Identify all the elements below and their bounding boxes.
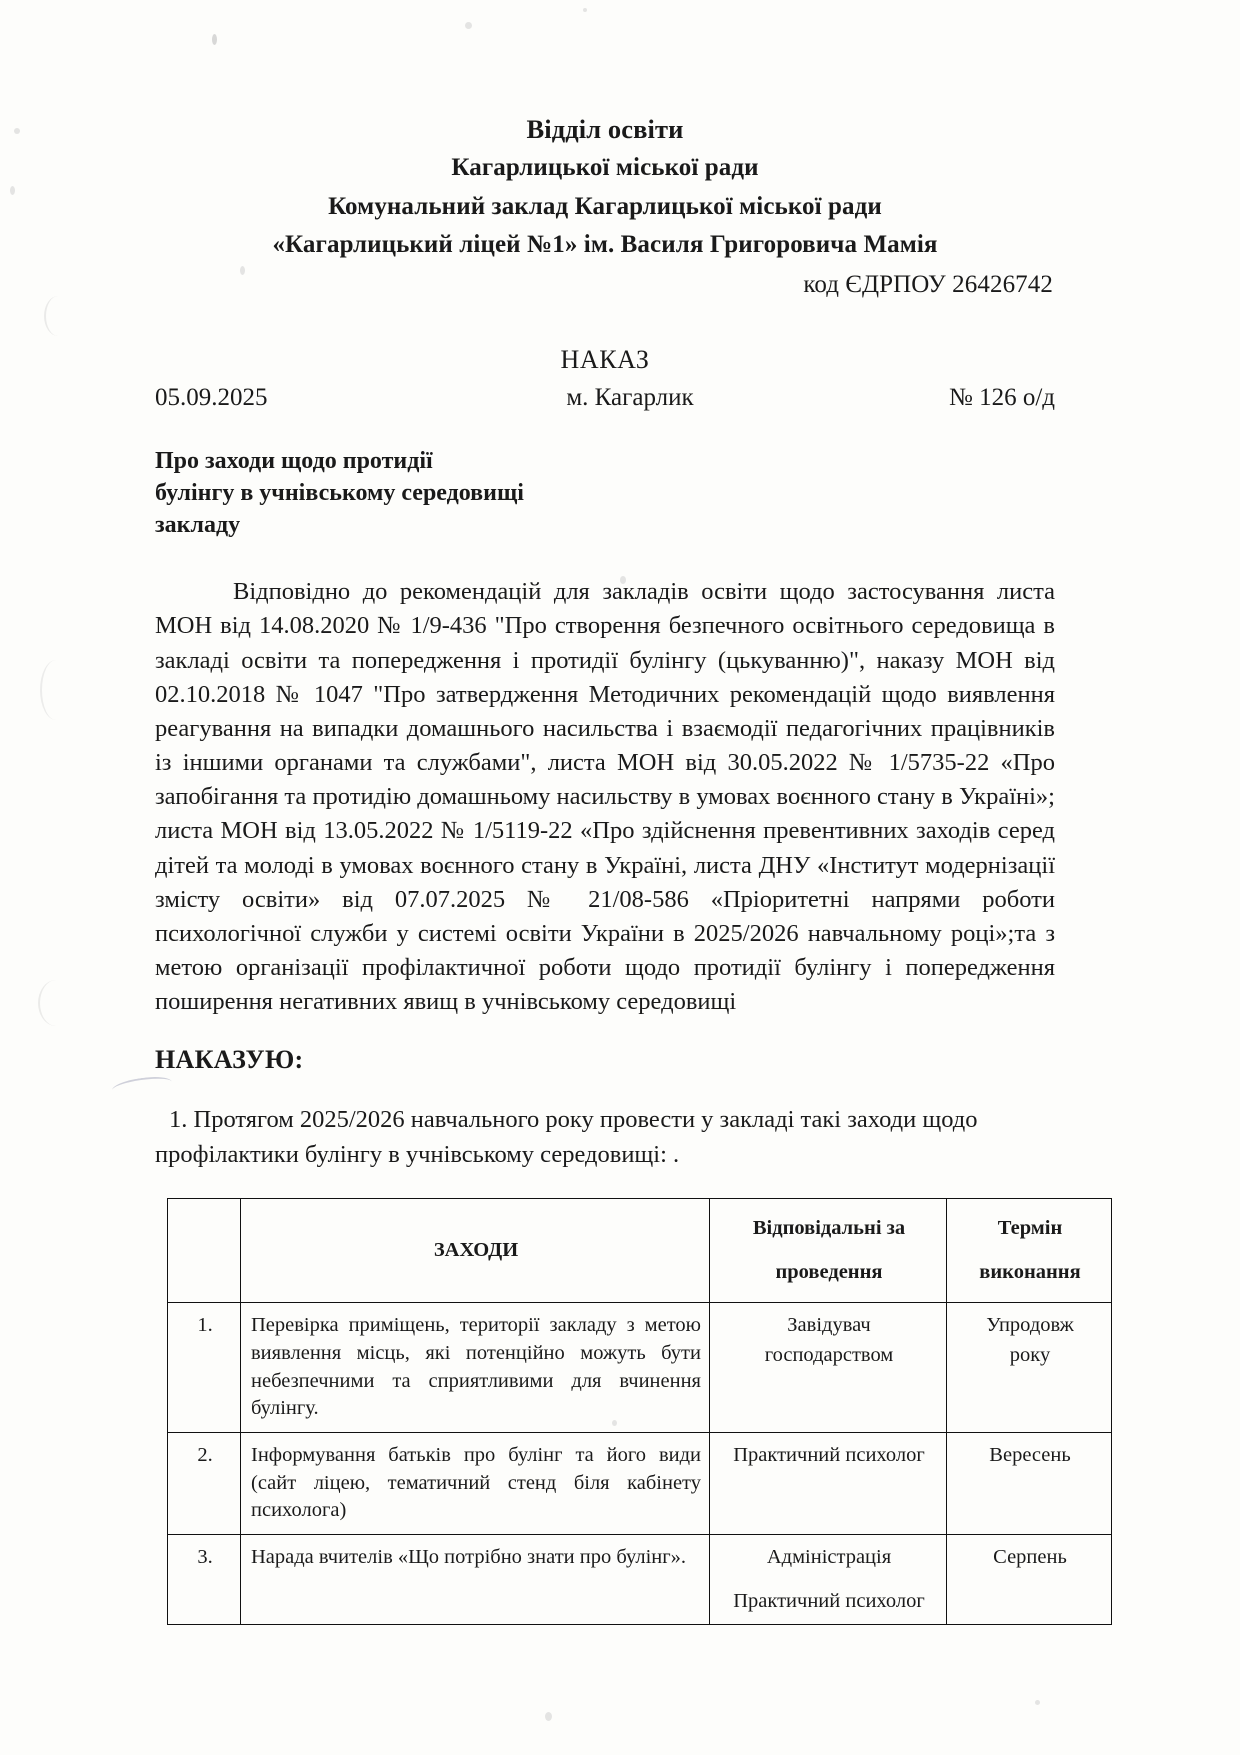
- scan-speck: [1035, 1700, 1040, 1705]
- row-measure: Нарада вчителів «Що потрібно знати про булінг».: [241, 1535, 710, 1625]
- row-measure: Перевірка приміщень, території закладу з метою виявлення місць, які потенційно можуть бути небезпечними та сприятливими для вчинення булінгу.: [241, 1303, 710, 1433]
- table-row: [168, 1303, 1112, 1433]
- scan-speck: [10, 186, 15, 195]
- col-header-number: [168, 1198, 241, 1302]
- subject-line-3: закладу: [155, 512, 241, 539]
- order-date: 05.09.2025: [155, 384, 268, 412]
- col-header-term-line1: Термін: [997, 1216, 1063, 1239]
- scan-edge-mark: [44, 296, 72, 336]
- scan-edge-mark: [40, 660, 72, 720]
- order-number: № 126 о/д: [948, 384, 1055, 412]
- order-meta-row: [155, 384, 1055, 412]
- decree-heading: НАКАЗУЮ:: [155, 1045, 304, 1075]
- row-responsible: [710, 1535, 947, 1625]
- row-number: 3.: [168, 1535, 241, 1625]
- edrpou-code: код ЄДРПОУ 26426742: [803, 270, 1053, 298]
- col-header-responsible-line2: проведення: [775, 1260, 883, 1283]
- row-responsible: [710, 1303, 947, 1433]
- scan-speck: [545, 1712, 552, 1721]
- subject-line-2: булінгу в учнівському середовищі: [155, 480, 524, 507]
- order-title: НАКАЗ: [560, 345, 650, 375]
- order-place: м. Кагарлик: [566, 384, 694, 412]
- row-responsible-line1: Адміністрація: [766, 1546, 892, 1569]
- row-responsible-line2: Практичний психолог: [733, 1589, 925, 1612]
- preamble-paragraph: Відповідно до рекомендацій для закладів освіти щодо застосування листа МОН від 14.08.2020 № 1/9-436 "Про створення безпечного освітнього середовища в закладі освіти та попередження і протидії булінгу (цькуванню)", наказу МОН від 02.10.2018 № 1047 "Про затвердження Методичних рекомендацій щодо виявлення реагування на випадки домашнього насильства і взаємодії педагогічних працівників із іншими органами та службами", листа МОН від 30.05.2022 № 1/5735-22 «Про запобігання та протидію домашньому насильству в умовах воєнного стану в Україні»; листа МОН від 13.05.2022 № 1/5119-22 «Про здійснення превентивних заходів серед дітей та молоді в умовах воєнного стану в Україні, листа ДНУ «Інститут модернізації змісту освіти» від 07.07.2025 № 21/08-586 «Пріоритетні напрями роботи психологічної служби у системі освіти України в 2025/2026 навчальному році»;та з метою організації профілактичної роботи щодо протидії булінгу і попередження поширення негативних явищ в учнівському середовищі: [155, 578, 1055, 1016]
- col-header-responsible: [710, 1198, 947, 1302]
- row-term: Вересень: [947, 1433, 1112, 1535]
- col-header-term-line2: виконання: [979, 1260, 1081, 1283]
- letterhead-line-1: Відділ освіти: [526, 114, 684, 144]
- row-number: 1.: [168, 1303, 241, 1433]
- scan-edge-mark: [38, 980, 74, 1026]
- document-content: [155, 0, 1081, 1625]
- letterhead-line-4: «Кагарлицький ліцей №1» ім. Василя Григоровича Мамія: [272, 231, 938, 259]
- col-header-measures: ЗАХОДИ: [241, 1198, 710, 1302]
- row-term-line1: Упродовж: [986, 1314, 1074, 1337]
- col-header-responsible-line1: Відповідальні за: [752, 1216, 906, 1239]
- row-responsible-line2: господарством: [764, 1344, 894, 1366]
- measures-table: [167, 1198, 1112, 1625]
- row-responsible: Практичний психолог: [710, 1433, 947, 1535]
- row-number: 2.: [168, 1433, 241, 1535]
- row-term-line2: року: [1009, 1344, 1051, 1366]
- scan-speck: [14, 128, 20, 134]
- order-subject: [155, 446, 1055, 542]
- row-term: [947, 1303, 1112, 1433]
- order-item-1: 1. Протягом 2025/2026 навчального року провести у закладі такі заходи щодо профілактики булінгу в учнівському середовищі: .: [155, 1106, 978, 1168]
- subject-line-1: Про заходи щодо протидії: [155, 448, 433, 475]
- row-term: Серпень: [947, 1535, 1112, 1625]
- table-header-row: [168, 1198, 1112, 1302]
- col-header-term: [947, 1198, 1112, 1302]
- letterhead: [155, 112, 1055, 301]
- row-responsible-line1: Завідувач: [787, 1314, 871, 1337]
- table-row: [168, 1535, 1112, 1625]
- letterhead-line-2: Кагарлицької міської ради: [451, 154, 759, 182]
- table-row: [168, 1433, 1112, 1535]
- row-measure: Інформування батьків про булінг та його види (сайт ліцею, тематичний стенд біля кабінету психолога): [241, 1433, 710, 1535]
- letterhead-line-3: Комунальний заклад Кагарлицької міської ради: [328, 192, 882, 220]
